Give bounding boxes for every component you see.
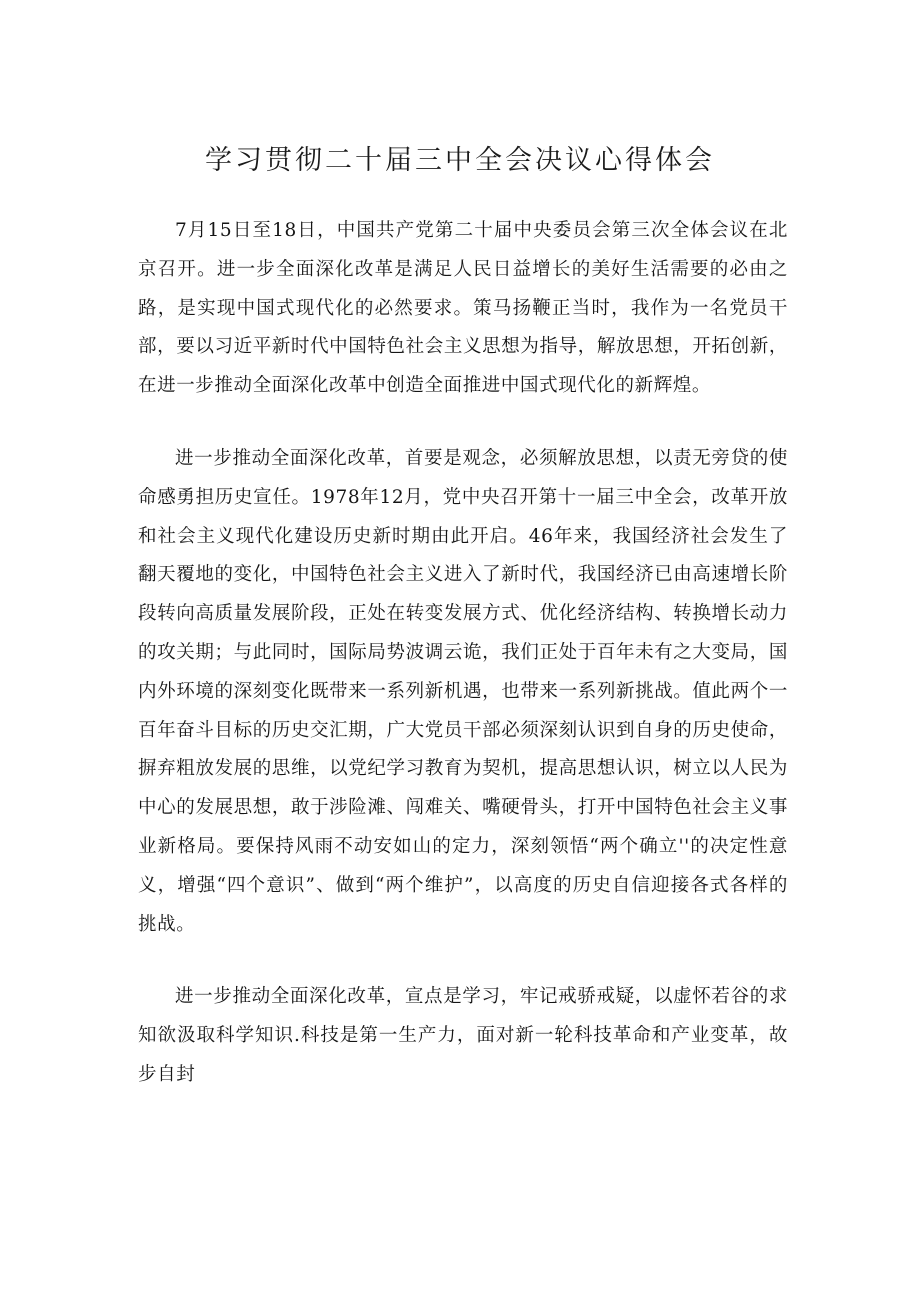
paragraph-1: 7月15日至18日，中国共产党第二十届中央委员会第三次全体会议在北京召开。进一步全面深化改革是满足人民日益增长的美好生活需要的必由之路，是实现中国式现代化的必然要求。策马扬鞭正当时，我作为一名党员干部，要以习近平新时代中国特色社会主义思想为指导，解放思想，开拓创新，在进一步推动全面深化改革中创造全面推进中国式现代化的新辉煌。 [138, 220, 788, 397]
paragraph-2: 进一步推动全面深化改革，首要是观念，必须解放思想，以责无旁贷的使命感勇担历史宣任。1978年12月，党中央召开第十一届三中全会，改革开放和社会主义现代化建设历史新时期由此开启。46年来，我国经济社会发生了翻天覆地的变化，中国特色社会主义进入了新时代，我国经济已由高速增长阶段转向高质量发展阶段，正处在转变发展方式、优化经济结构、转换增长动力的攻关期；与此同时，国际局势波调云诡，我们正处于百年未有之大变局，国内外环境的深刻变化既带来一系列新机遇，也带来一系列新挑战。值此两个一百年奋斗目标的历史交汇期，广大党员干部必须深刻认识到自身的历史使命，摒弃粗放发展的思维，以党纪学习教育为契机，提高思想认识，树立以人民为中心的发展思想，敢于涉险滩、闯难关、嘴硬骨头，打开中国特色社会主义事业新格局。要保持风雨不动安如山的定力，深刻领悟“两个确立''的决定性意义，增强“四个意识”、做到“两个维护”，以高度的历史自信迎接各式各样的挑战。 [138, 447, 788, 935]
document-title: 学习贯彻二十届三中全会决议心得体会 [205, 145, 715, 176]
document-body [138, 212, 788, 1129]
paragraph-3: 进一步推动全面深化改革，宣点是学习，牢记戒骄戒疑，以虚怀若谷的求知欲汲取科学知识.科技是第一生产力，面对新一轮科技革命和产业变革，故步自封 [138, 986, 788, 1085]
